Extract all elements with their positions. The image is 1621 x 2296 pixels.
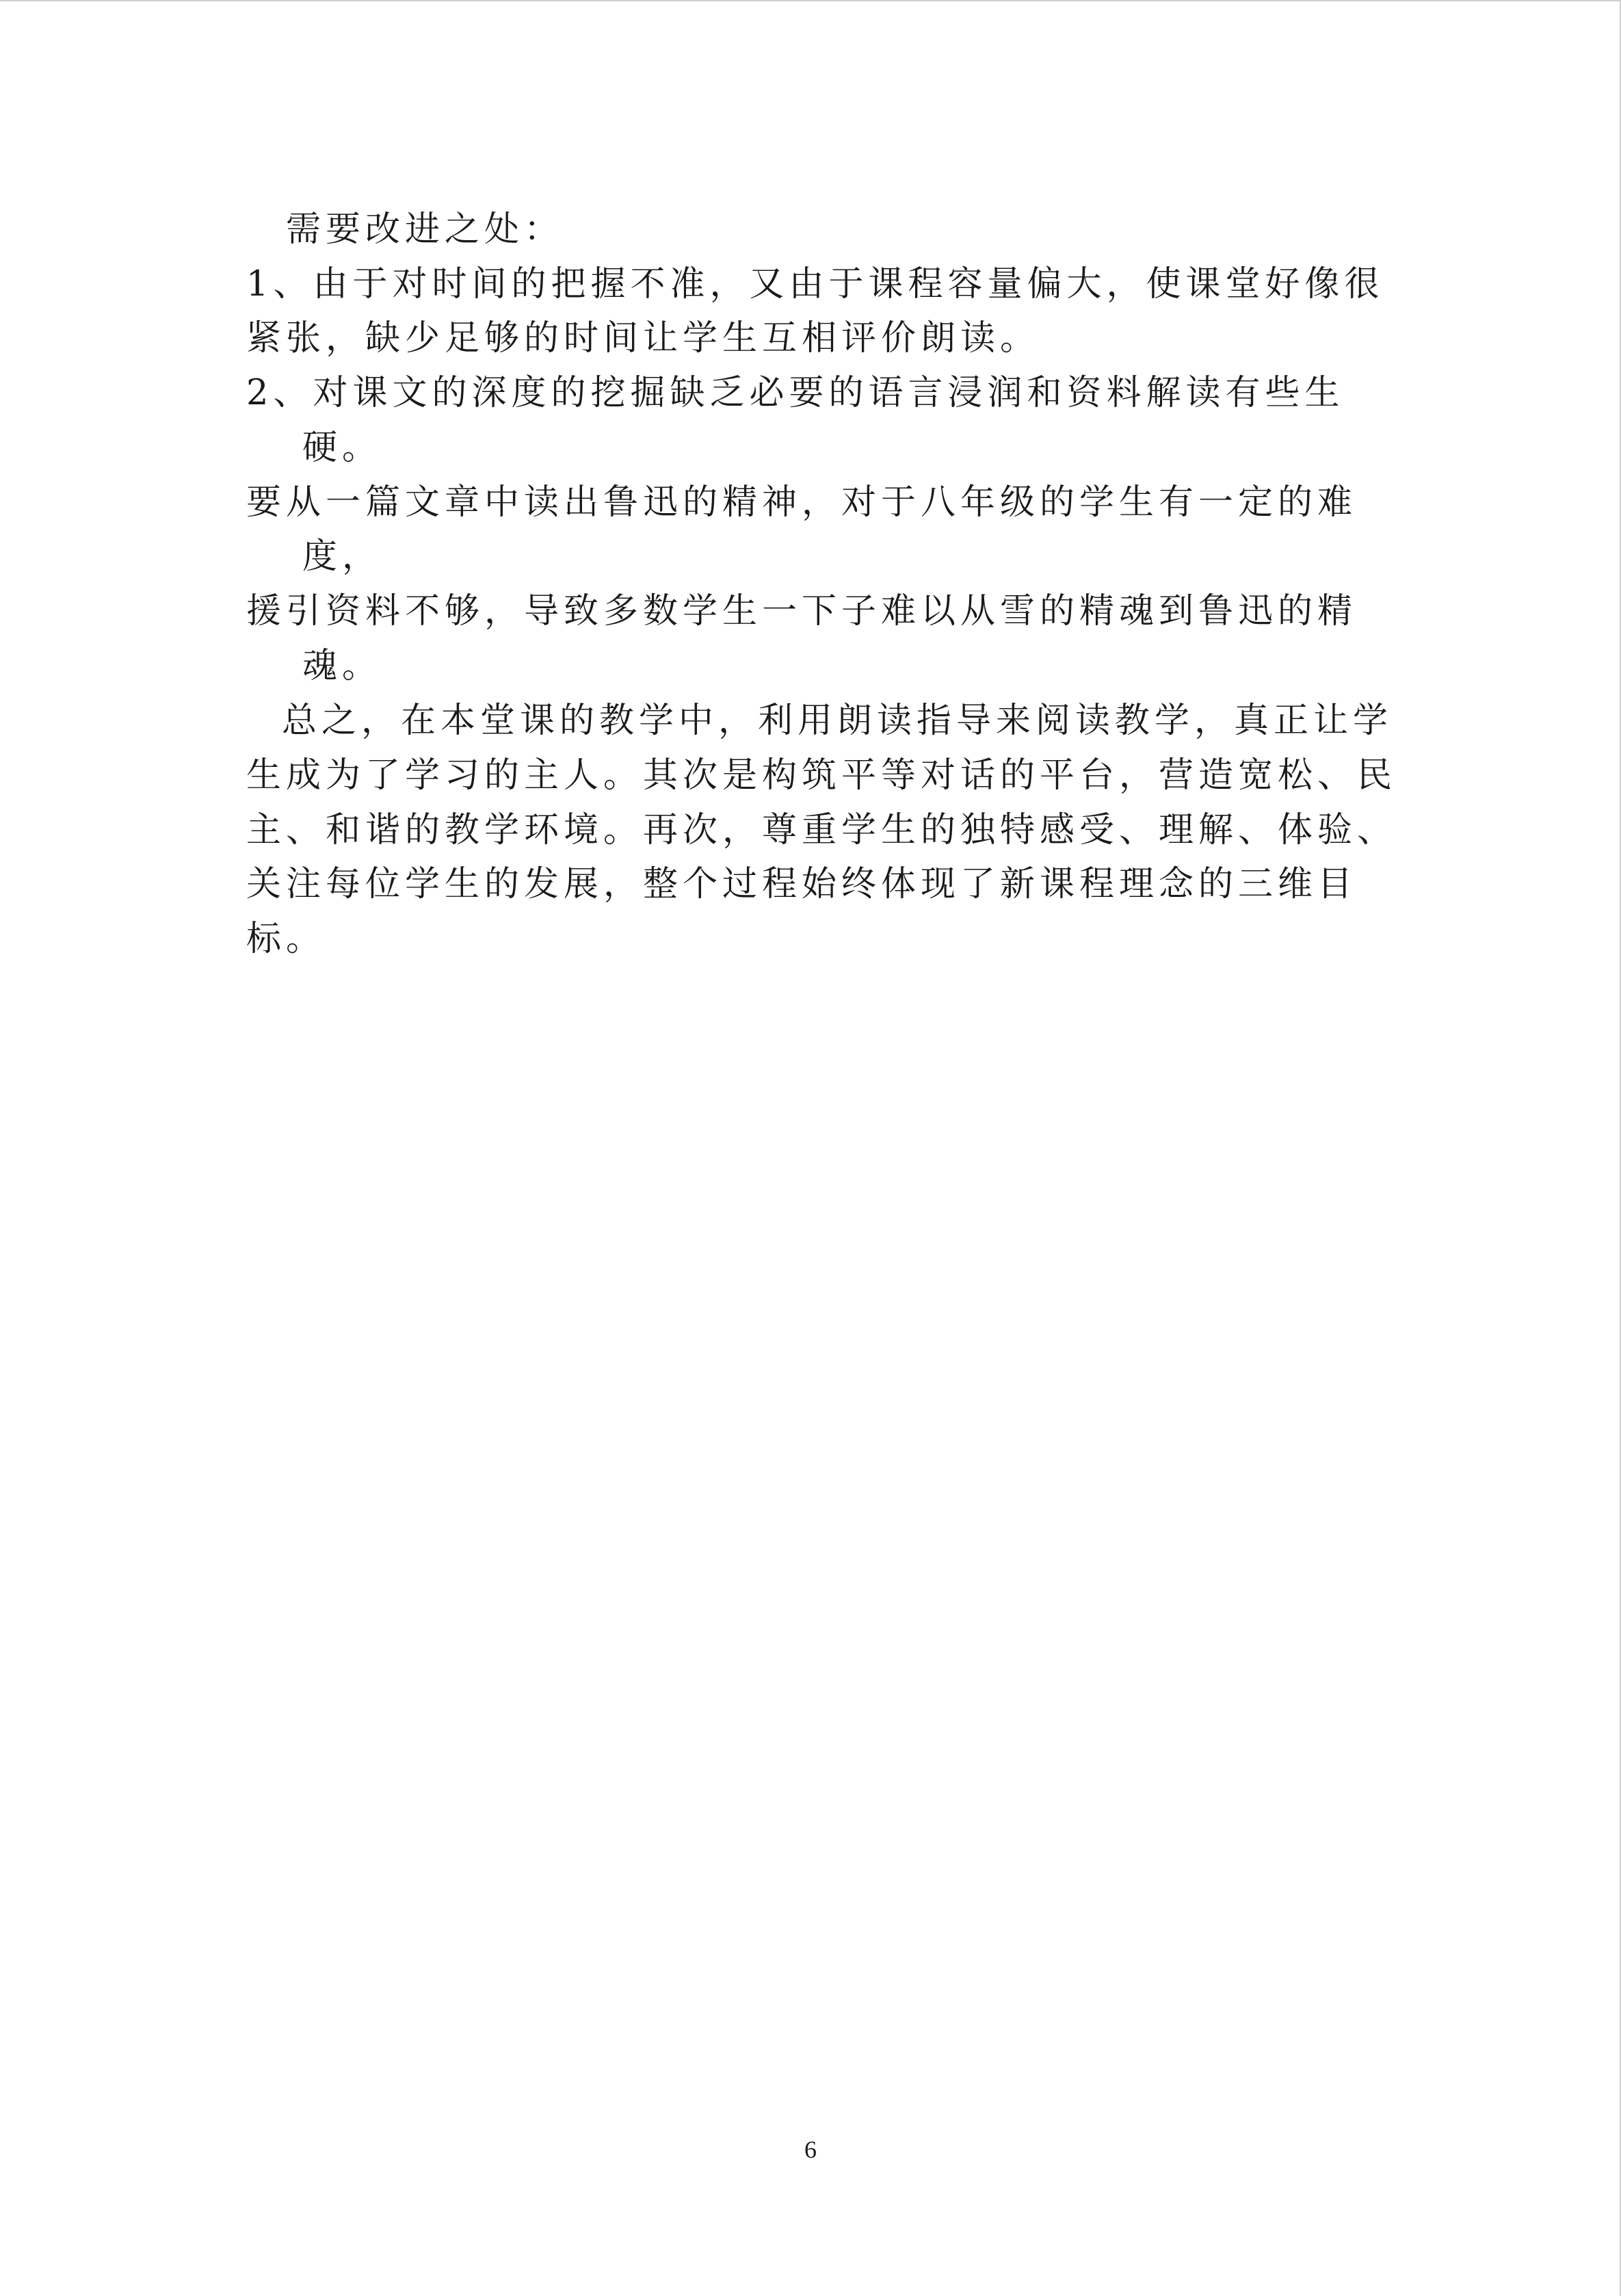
text-line-5: 要从一篇文章中读出鲁迅的精神，对于八年级的学生有一定的难 bbox=[246, 482, 1358, 523]
text-line-3: 2、对课文的深度的挖掘缺乏必要的语言浸润和资料解读有些生 bbox=[246, 373, 1345, 413]
heading-improvements: 需要改进之处： bbox=[286, 209, 564, 250]
text-line-6: 度， bbox=[302, 536, 382, 577]
text-line-2: 紧张，缺少足够的时间让学生互相评价朗读。 bbox=[246, 318, 1040, 358]
summary-line-5: 标。 bbox=[246, 919, 326, 959]
summary-line-2: 生成为了学习的主人。其次是构筑平等对话的平台，营造宽松、民 bbox=[246, 755, 1397, 796]
text-line-1: 1、由于对时间的把握不准，又由于课程容量偏大，使课堂好像很 bbox=[246, 264, 1384, 304]
text-line-7: 援引资料不够，导致多数学生一下子难以从雪的精魂到鲁迅的精 bbox=[246, 591, 1358, 631]
summary-line-3: 主、和谐的教学环境。再次，尊重学生的独特感受、理解、体验、 bbox=[246, 810, 1397, 850]
summary-line-1: 总之，在本堂课的教学中，利用朗读指导来阅读教学，真正让学 bbox=[282, 701, 1393, 741]
text-line-8: 魂。 bbox=[302, 646, 382, 686]
summary-line-4: 关注每位学生的发展，整个过程始终体现了新课程理念的三维目 bbox=[246, 864, 1358, 904]
text-line-4: 硬。 bbox=[302, 428, 382, 468]
page-number: 6 bbox=[804, 2136, 817, 2163]
